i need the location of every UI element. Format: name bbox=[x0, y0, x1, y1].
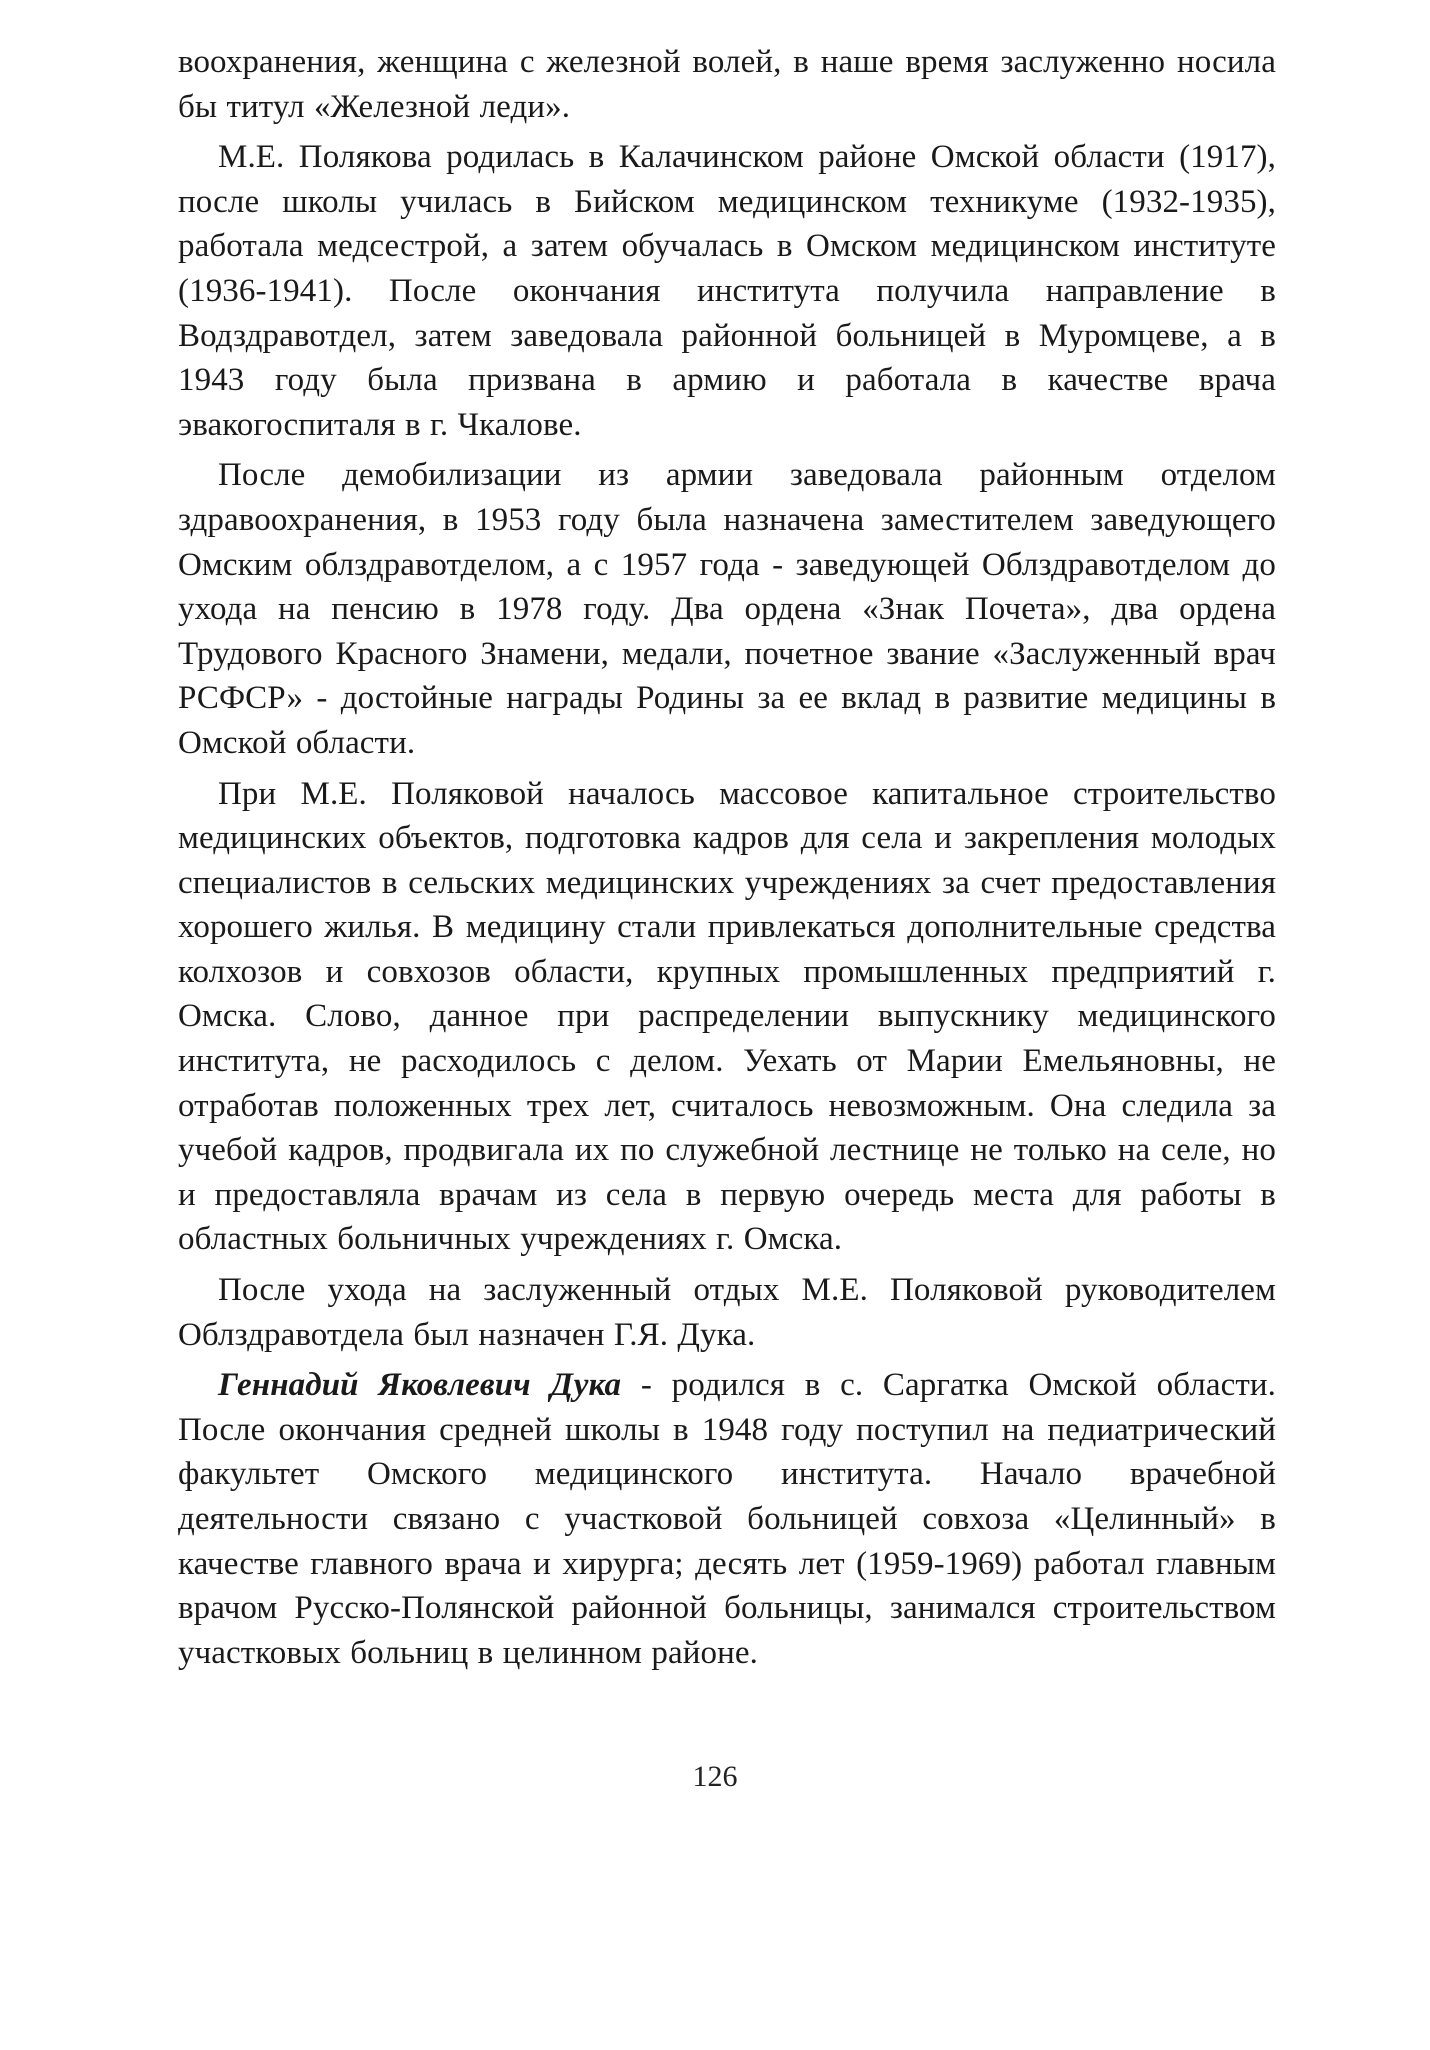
paragraph-continuation bbox=[178, 40, 1276, 129]
paragraph-text: воохранения, женщина с железной волей, в наше время заслуженно носила бы титул «Железной леди». bbox=[178, 44, 1276, 125]
page-number: 126 bbox=[692, 1760, 738, 1793]
paragraph-text: - родился в с. Саргатка Омской области. После окончания средней школы в 1948 году поступил на педиатрический факультет Омского медицинского института. Начало врачебной деятельности связано с участковой больницей совхоза «Целинный» в качестве главного врача и хирурга; десять лет (1959-1969) работал главным врачом Русско-Полянской районной больницы, занимался строительством участковых больниц в целинном районе. bbox=[178, 1367, 1276, 1671]
paragraph-text: После демобилизации из армии заведовала районным отделом здравоохранения, в 1953 году была назначена заместителем заведующего Омским облздравотделом, а с 1957 года - заведующей Облздравотделом до ухода на пенсию в 1978 году. Два ордена «Знак Почета», два ордена Трудового Красного Знамени, медали, почетное звание «Заслуженный врач РСФСР» - достойные награды Родины за ее вклад в развитие медицины в Омской области. bbox=[178, 457, 1276, 761]
paragraph-polyakova-biography bbox=[178, 135, 1276, 447]
paragraph-text: При М.Е. Поляковой началось массовое капитальное строительство медицинских объектов, подготовка кадров для села и закрепления молодых специалистов в сельских медицинских учреждениях за счет предоставления хорошего жилья. В медицину стали привлекаться дополнительные средства колхозов и совхозов области, крупных промышленных предприятий г. Омска. Слово, данное при распределении выпускнику медицинского института, не расходилось с делом. Уехать от Марии Емельяновны, не отработав положенных трех лет, считалось невозможным. Она следила за учебой кадров, продвигала их по служебной лестнице не только на селе, но и предоставляла врачам из села в первую очередь места для работы в областных больничных учреждениях г. Омска. bbox=[178, 775, 1276, 1258]
paragraph-text: После ухода на заслуженный отдых М.Е. Поляковой руководителем Облздравотдела был назначен Г.Я. Дука. bbox=[178, 1272, 1276, 1353]
paragraph-polyakova-achievements bbox=[178, 772, 1276, 1263]
paragraph-successor bbox=[178, 1268, 1276, 1357]
paragraph-duka-biography bbox=[178, 1363, 1276, 1675]
paragraph-text: М.Е. Полякова родилась в Калачинском районе Омской области (1917), после школы училась в Бийском медицинском техникуме (1932-1935), работала медсестрой, а затем обучалась в Омском медицинском институте (1936-1941). После окончания института получила направление в Водздравотдел, затем заведовала районной больницей в Муромцеве, а в 1943 году была призвана в армию и работала в качестве врача эвакогоспиталя в г. Чкалове. bbox=[178, 139, 1276, 443]
paragraph-polyakova-career bbox=[178, 453, 1276, 765]
page-body bbox=[178, 40, 1276, 1681]
person-name: Геннадий Яковлевич Дука bbox=[218, 1367, 622, 1404]
